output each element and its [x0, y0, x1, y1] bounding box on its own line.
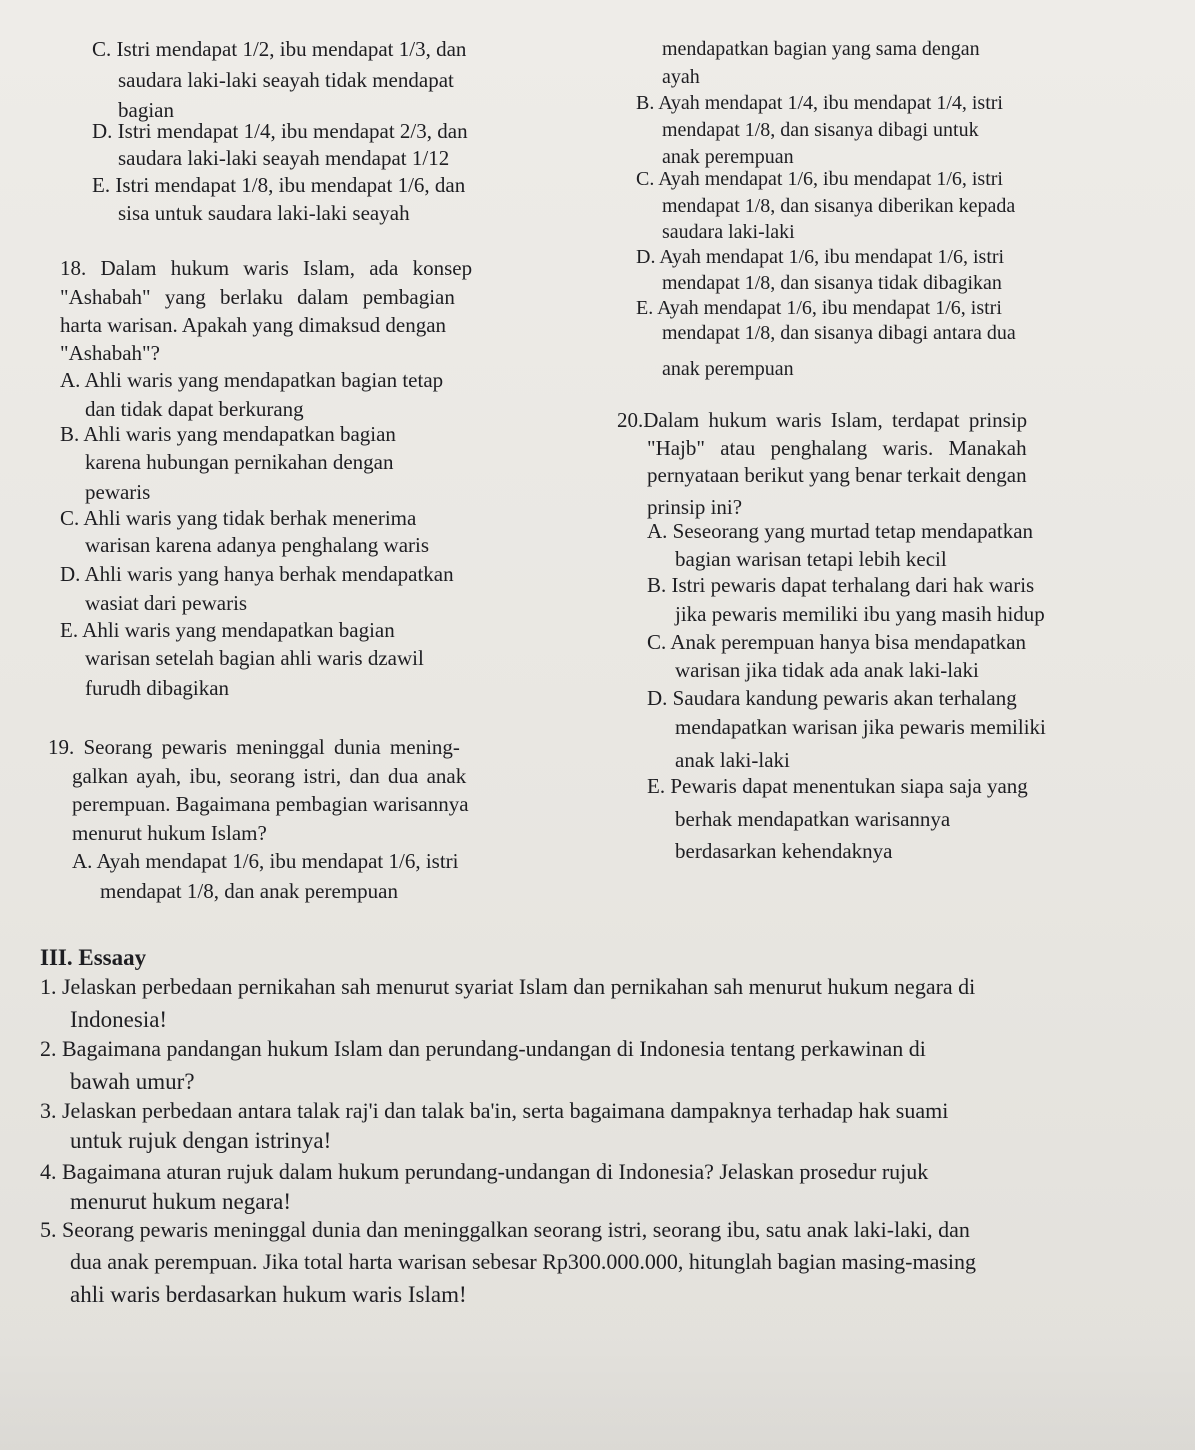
- q20-stem-cont: pernyataan berikut yang benar terkait dengan: [647, 463, 1027, 487]
- q19-option-d-cont: mendapat 1/8, dan sisanya tidak dibagikan: [662, 272, 1002, 294]
- q18-option-a-cont: dan tidak dapat berkurang: [85, 397, 304, 421]
- q17-option-d: D. Istri mendapat 1/4, ibu mendapat 2/3, dan: [92, 119, 468, 143]
- q18-option-e-cont: warisan setelah bagian ahli waris dzawil: [85, 646, 424, 670]
- essay-question-4-cont: menurut hukum negara!: [70, 1189, 291, 1214]
- q18-option-d: D. Ahli waris yang hanya berhak mendapatkan: [60, 562, 454, 586]
- q20-option-c-cont: warisan jika tidak ada anak laki-laki: [675, 658, 979, 682]
- q20-option-e-cont: berhak mendapatkan warisannya: [675, 807, 951, 831]
- q17-option-e: E. Istri mendapat 1/8, ibu mendapat 1/6, dan: [92, 173, 466, 197]
- q19-stem-cont: menurut hukum Islam?: [72, 821, 267, 845]
- q18-stem-cont: "Ashabah"?: [60, 341, 160, 365]
- q19-option-a-cont: ayah: [662, 66, 700, 88]
- q20-option-e: E. Pewaris dapat menentukan siapa saja yang: [647, 774, 1028, 798]
- q20-option-b-cont: jika pewaris memiliki ibu yang masih hidup: [675, 602, 1045, 626]
- essay-question-3: 3. Jelaskan perbedaan antara talak raj'i dan talak ba'in, serta bagaimana dampaknya terhadap hak suami: [40, 1098, 949, 1123]
- q18-stem: 18. Dalam hukum waris Islam, ada konsep: [60, 256, 473, 280]
- q20-option-e-cont: berdasarkan kehendaknya: [675, 839, 893, 863]
- q19-option-b-cont: mendapat 1/8, dan sisanya dibagi untuk: [662, 119, 979, 141]
- q18-stem-cont: harta warisan. Apakah yang dimaksud dengan: [60, 313, 447, 337]
- q19-option-a: A. Ayah mendapat 1/6, ibu mendapat 1/6, istri: [72, 849, 459, 873]
- q18-option-c-cont: warisan karena adanya penghalang waris: [85, 533, 430, 557]
- q19-option-b-cont: anak perempuan: [662, 146, 794, 168]
- q19-option-e-cont: mendapat 1/8, dan sisanya dibagi antara dua: [662, 322, 1016, 344]
- q17-option-c: C. Istri mendapat 1/2, ibu mendapat 1/3, dan: [92, 37, 467, 61]
- essay-question-2: 2. Bagaimana pandangan hukum Islam dan perundang-undangan di Indonesia tentang perkawinan di: [40, 1036, 926, 1061]
- q18-option-e: E. Ahli waris yang mendapatkan bagian: [60, 618, 395, 642]
- essay-question-2-cont: bawah umur?: [70, 1069, 195, 1094]
- q18-option-e-cont: furudh dibagikan: [85, 676, 230, 700]
- q18-option-b: B. Ahli waris yang mendapatkan bagian: [60, 422, 396, 446]
- essay-heading: III. Essaay: [40, 945, 147, 970]
- essay-question-5-cont: ahli waris berdasarkan hukum waris Islam!: [70, 1282, 467, 1307]
- q17-option-c-cont: saudara laki-laki seayah tidak mendapat: [118, 68, 454, 92]
- q19-option-b: B. Ayah mendapat 1/4, ibu mendapat 1/4, istri: [636, 92, 1003, 114]
- q20-option-b: B. Istri pewaris dapat terhalang dari hak waris: [647, 573, 1035, 597]
- essay-question-5: 5. Seorang pewaris meninggal dunia dan meninggalkan seorang istri, seorang ibu, satu anak laki-laki, dan: [40, 1217, 970, 1242]
- q19-option-a-cont: mendapatkan bagian yang sama dengan: [662, 38, 980, 60]
- q17-option-d-cont: saudara laki-laki seayah mendapat 1/12: [118, 146, 450, 170]
- q20-stem-cont: "Hajb" atau penghalang waris. Manakah: [647, 436, 1027, 460]
- q20-option-a: A. Seseorang yang murtad tetap mendapatkan: [647, 519, 1034, 543]
- q19-option-e: E. Ayah mendapat 1/6, ibu mendapat 1/6, istri: [636, 297, 1002, 319]
- q19-stem-cont: perempuan. Bagaimana pembagian warisannya: [72, 792, 469, 816]
- q20-option-a-cont: bagian warisan tetapi lebih kecil: [675, 547, 947, 571]
- q18-option-b-cont: karena hubungan pernikahan dengan: [85, 450, 394, 474]
- q18-option-d-cont: wasiat dari pewaris: [85, 591, 248, 615]
- q20-option-c: C. Anak perempuan hanya bisa mendapatkan: [647, 630, 1027, 654]
- q20-stem: 20.Dalam hukum waris Islam, terdapat prinsip: [617, 408, 1028, 432]
- essay-question-4: 4. Bagaimana aturan rujuk dalam hukum perundang-undangan di Indonesia? Jelaskan prosedur rujuk: [40, 1159, 929, 1184]
- essay-question-1: 1. Jelaskan perbedaan pernikahan sah menurut syariat Islam dan pernikahan sah menurut hukum negara di: [40, 974, 976, 999]
- q20-option-d: D. Saudara kandung pewaris akan terhalang: [647, 686, 1017, 710]
- q19-option-c: C. Ayah mendapat 1/6, ibu mendapat 1/6, istri: [636, 168, 1003, 190]
- q18-option-a: A. Ahli waris yang mendapatkan bagian tetap: [60, 368, 444, 392]
- q19-stem-cont: galkan ayah, ibu, seorang istri, dan dua anak: [72, 764, 467, 788]
- q19-option-a-cont: mendapat 1/8, dan anak perempuan: [100, 879, 398, 903]
- q17-option-c-cont: bagian: [118, 98, 174, 122]
- q19-option-e-cont: anak perempuan: [662, 358, 794, 380]
- q18-option-b-cont: pewaris: [85, 480, 151, 504]
- q20-option-d-cont: anak laki-laki: [675, 748, 790, 772]
- essay-question-3-cont: untuk rujuk dengan istrinya!: [70, 1128, 332, 1153]
- paper-shadow: [0, 1330, 1195, 1450]
- essay-question-5-cont: dua anak perempuan. Jika total harta warisan sebesar Rp300.000.000, hitunglah bagian masing-masing: [70, 1249, 977, 1274]
- essay-question-1-cont: Indonesia!: [70, 1007, 168, 1032]
- q19-stem: 19. Seorang pewaris meninggal dunia mening-: [48, 735, 460, 759]
- q19-option-c-cont: saudara laki-laki: [662, 221, 795, 243]
- q18-stem-cont: "Ashabah" yang berlaku dalam pembagian: [60, 285, 455, 309]
- q19-option-c-cont: mendapat 1/8, dan sisanya diberikan kepada: [662, 195, 1016, 217]
- q20-option-d-cont: mendapatkan warisan jika pewaris memiliki: [675, 715, 1046, 739]
- q20-stem-cont: prinsip ini?: [647, 495, 743, 519]
- q17-option-e-cont: sisa untuk saudara laki-laki seayah: [118, 201, 410, 225]
- q19-option-d: D. Ayah mendapat 1/6, ibu mendapat 1/6, istri: [636, 246, 1005, 268]
- q18-option-c: C. Ahli waris yang tidak berhak menerima: [60, 506, 417, 530]
